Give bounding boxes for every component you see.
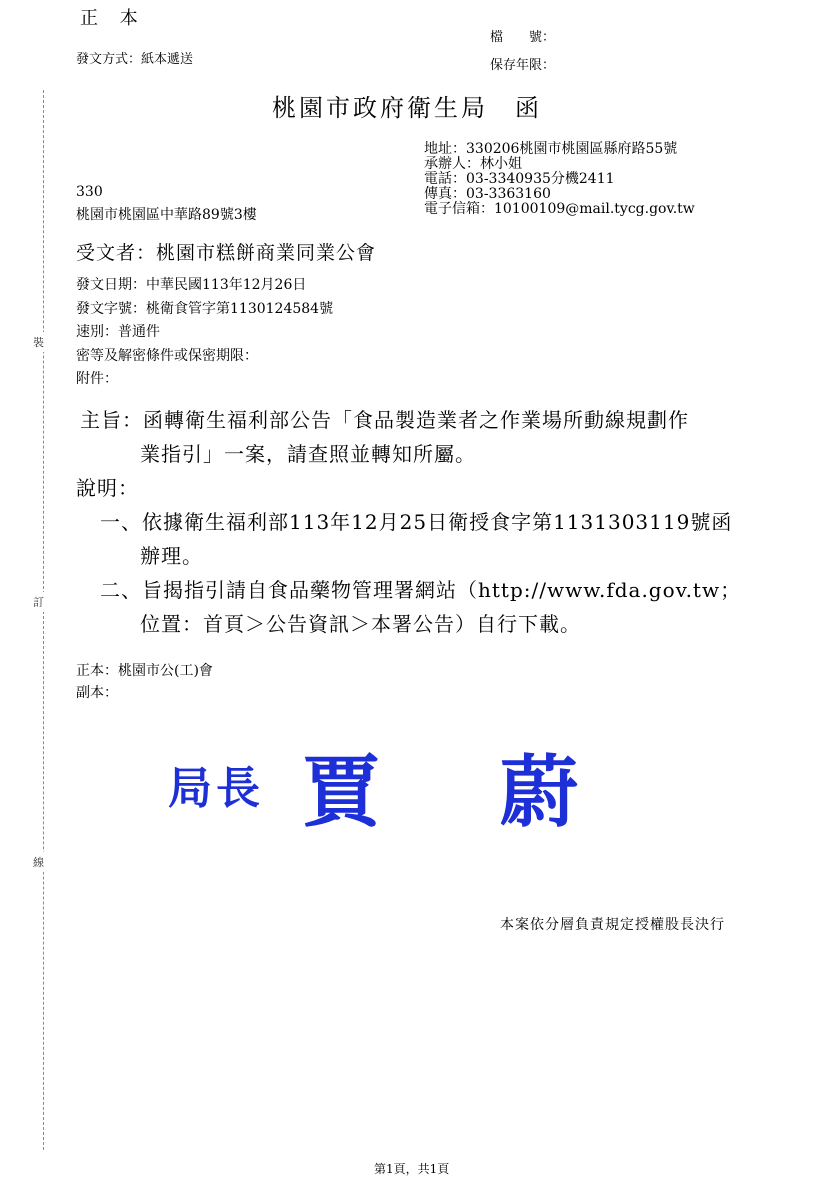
explanation-item-1-line-2: 辦理。 <box>140 544 203 568</box>
document-title: 桃園市政府衛生局 函 <box>272 94 542 122</box>
explanation-item-2-line-2: 位置：首頁＞公告資訊＞本署公告）自行下載。 <box>140 612 581 636</box>
copy-type-label: 正 本 <box>80 8 146 29</box>
original-recipients: 正本：桃園市公(工)會 <box>76 663 213 679</box>
delivery-speed: 速別：普通件 <box>76 324 160 340</box>
sender-phone: 電話：03-3340935分機2411 <box>424 171 615 187</box>
attachment: 附件： <box>76 371 118 387</box>
signature-stamp <box>160 722 620 842</box>
sender-address: 地址：330206桃園市桃園區縣府路55號 <box>424 141 678 157</box>
signature-name-char-1: 賈 <box>302 748 381 838</box>
secrecy-level: 密等及解密條件或保密期限： <box>76 348 258 364</box>
binding-line <box>43 90 44 1150</box>
copy-recipients: 副本： <box>76 685 118 701</box>
binding-mark-ding: 訂 <box>33 592 44 612</box>
binding-mark-zhuang: 裝 <box>33 332 44 352</box>
explanation-heading: 說明： <box>76 476 139 500</box>
retention-label: 保存年限： <box>490 58 556 73</box>
issue-date: 發文日期：中華民國113年12月26日 <box>76 277 307 293</box>
page-footer: 第1頁，共1頁 <box>374 1162 450 1176</box>
subject-line-1: 主旨：函轉衛生福利部公告「食品製造業者之作業場所動線規劃作 <box>80 408 689 432</box>
explanation-item-2-line-1: 二、旨揭指引請自食品藥物管理署網站（http://www.fda.gov.tw； <box>100 578 742 602</box>
send-method: 發文方式：紙本遞送 <box>76 52 194 67</box>
signature-name-char-2: 蔚 <box>500 748 579 838</box>
sender-handler: 承辦人：林小姐 <box>424 156 522 172</box>
sender-fax: 傳真：03-3363160 <box>424 186 551 202</box>
receiver-address: 桃園市桃園區中華路89號3樓 <box>76 207 257 223</box>
delegation-note: 本案依分層負責規定授權股長決行 <box>500 917 725 933</box>
signature-title: 局長 <box>168 763 264 814</box>
sender-info <box>424 142 695 217</box>
recipient: 受文者：桃園市糕餅商業同業公會 <box>76 242 377 264</box>
binding-mark-xian: 線 <box>33 852 44 872</box>
subject-line-2: 業指引」一案，請查照並轉知所屬。 <box>140 442 476 466</box>
receiver-zip: 330 <box>76 184 103 200</box>
document-number: 發文字號：桃衛食管字第1130124584號 <box>76 301 334 317</box>
explanation-item-1-line-1: 一、依據衛生福利部113年12月25日衛授食字第1131303119號函 <box>100 510 733 534</box>
sender-email: 電子信箱：10100109@mail.tycg.gov.tw <box>424 201 695 217</box>
file-number-label: 檔 號： <box>490 30 556 45</box>
